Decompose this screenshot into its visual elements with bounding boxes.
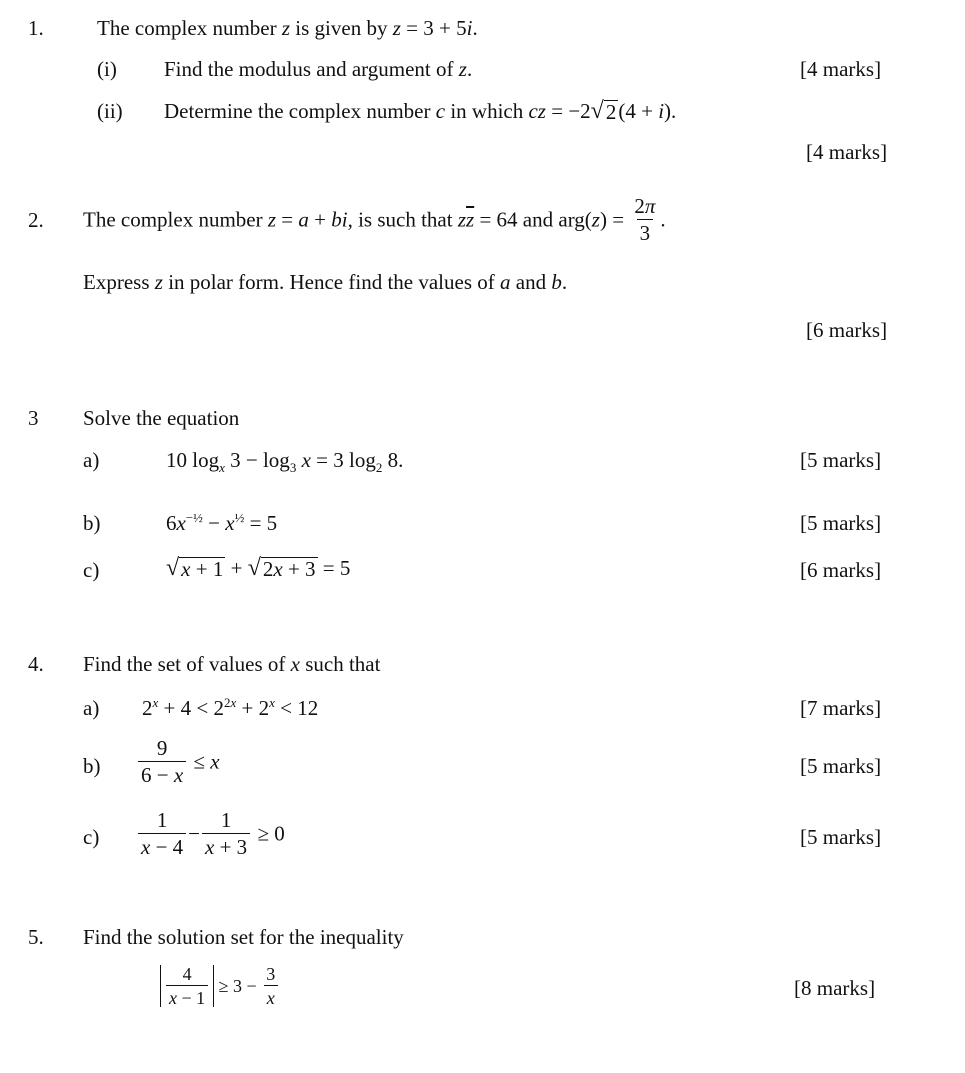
q4-part-b-label: b) (83, 754, 101, 778)
q3-part-a-equation: 10 $\log_x 3 - \log_3 x = 3$ $\log_2 8$. (166, 448, 404, 476)
q1-part-i-text: Find the modulus and argument of z. (164, 57, 473, 81)
q3-part-a-marks: [5 marks] (800, 448, 882, 472)
q5-number: 5. (28, 925, 44, 949)
q1-part-ii-marks: [4 marks] (806, 140, 888, 164)
q4-part-b-equation: $\frac{9}{6 - x}$ ≤ x (136, 738, 220, 786)
q4-part-b-marks: [5 marks] (800, 754, 882, 778)
q4-part-c-marks: [5 marks] (800, 825, 882, 849)
q4-part-c-label: c) (83, 825, 100, 849)
q3-number: 3 (28, 406, 39, 430)
q3-part-c-equation: √ x + 1 + √ 2x + 3 = 5 (166, 555, 351, 581)
q3-part-b-marks: [5 marks] (800, 511, 882, 535)
q5-marks: [8 marks] (794, 976, 876, 1000)
q4-number: 4. (28, 652, 44, 676)
q3-intro: Solve the equation (83, 406, 240, 430)
q2-number: 2. (28, 208, 44, 232)
q1-intro: The complex number z is given by z = 3 + 5i. (97, 16, 478, 40)
q4-part-c-equation: $\frac{1}{x - 4}$ − $\frac{1}{x + 3}$ ≥ 0 (136, 810, 285, 858)
q1-number: 1. (28, 16, 44, 40)
q2-marks: [6 marks] (806, 318, 888, 342)
q3-part-a-label: a) (83, 448, 100, 472)
q4-part-a-label: a) (83, 696, 100, 720)
q3-part-b-label: b) (83, 511, 101, 535)
q1-part-ii-label: (ii) (97, 99, 123, 123)
q3-part-b-equation: $6x^{-\frac{1}{2}} - x^{\frac{1}{2}} = 5$ (166, 510, 278, 535)
q1-part-ii-text: Determine the complex number c in which cz = −2 √ 2 (4 + i). (164, 98, 677, 124)
q4-part-a-marks: [7 marks] (800, 696, 882, 720)
q4-intro: Find the set of values of x such that (83, 652, 381, 676)
q3-part-c-label: c) (83, 558, 100, 582)
q2-text: Express z in polar form. Hence find the values of a and b. (83, 270, 568, 294)
q1-part-i-label: (i) (97, 57, 117, 81)
q2-intro: The complex number z = a + bi, is such that $z\overline{z} = 64$ and arg(z) = $\frac{2\pi}{3}$ . (83, 194, 666, 245)
q5-intro: Find the solution set for the inequality (83, 925, 404, 949)
q1-part-i-marks: [4 marks] (800, 57, 882, 81)
q5-equation: $\frac{4}{x - 1}$ ≥ 3 − $\frac{3}{x}$ (160, 965, 280, 1007)
q3-part-c-marks: [6 marks] (800, 558, 882, 582)
q4-part-a-equation: $2^x + 4 < 2^{2x} + 2^x < 12$ (142, 695, 319, 720)
